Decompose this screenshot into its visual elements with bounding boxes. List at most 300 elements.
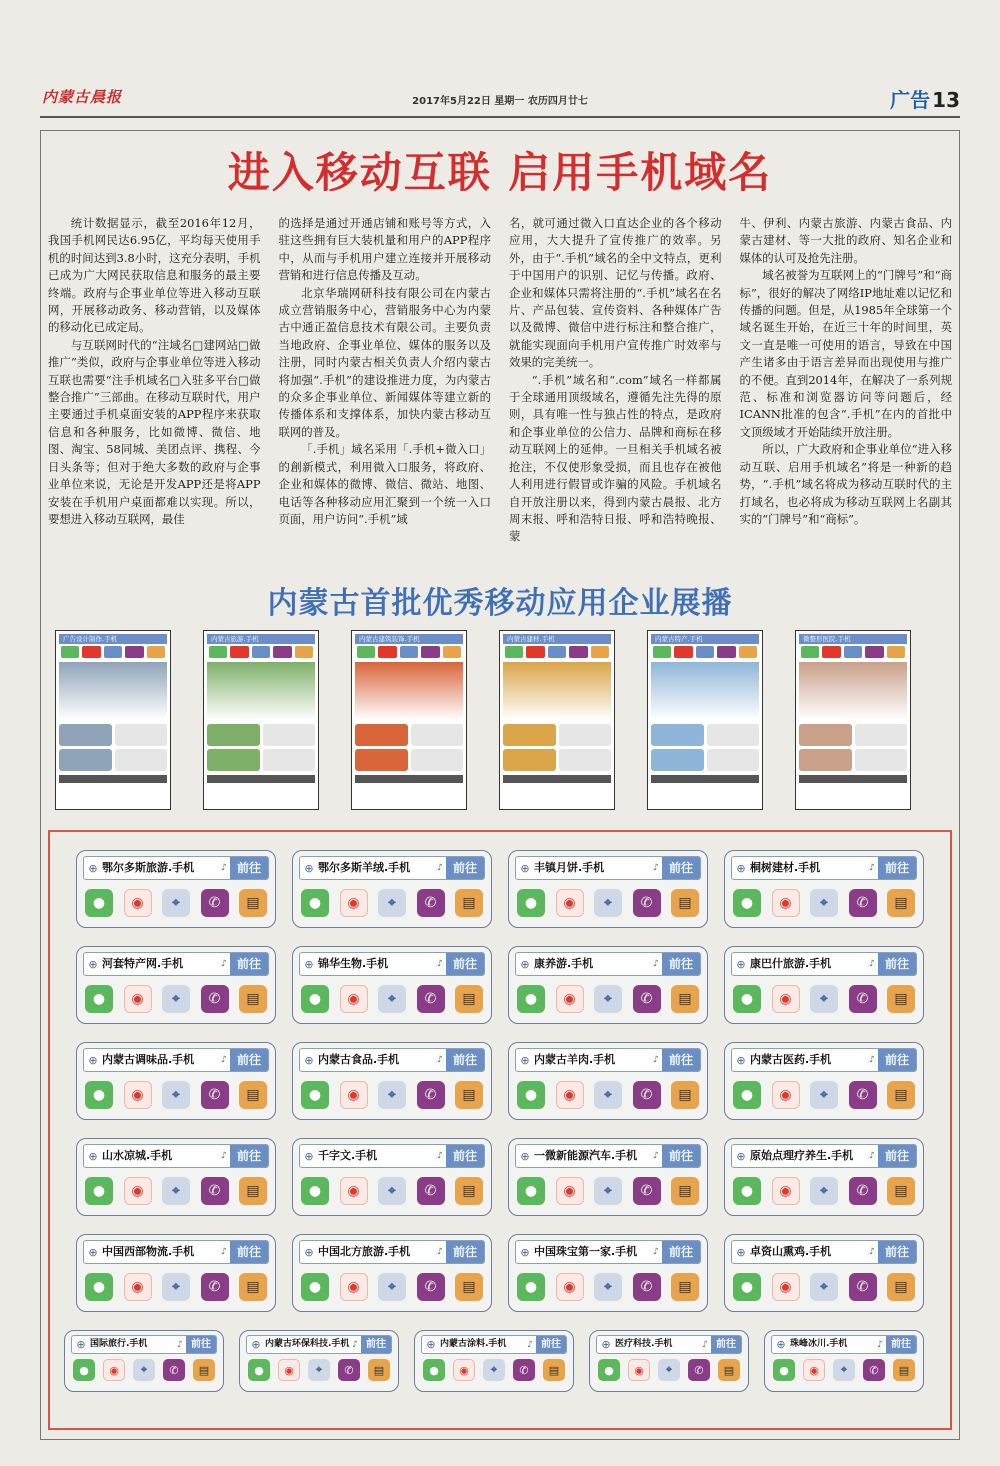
- domain-address-bar[interactable]: [83, 1144, 269, 1168]
- book-icon[interactable]: ▤: [671, 1177, 699, 1205]
- book-icon[interactable]: ▤: [671, 1081, 699, 1109]
- location-icon[interactable]: ⌖: [133, 1359, 155, 1381]
- globe-icon: ⊕: [88, 1053, 98, 1067]
- phone-screenshot: [55, 630, 171, 810]
- wechat-icon[interactable]: ●: [733, 1081, 761, 1109]
- phone-icon[interactable]: ✆: [633, 1081, 661, 1109]
- phone-icon[interactable]: ✆: [849, 1177, 877, 1205]
- book-icon[interactable]: ▤: [887, 1273, 915, 1301]
- globe-icon: ⊕: [88, 957, 98, 971]
- domain-card: [764, 1330, 924, 1392]
- phone-menu-grid: [503, 724, 611, 771]
- go-button[interactable]: 前往: [662, 953, 700, 975]
- paragraph: 名，就可通过微入口直达企业的各个移动应用，大大提升了宣传推广的效率。另外，由于“.手机”域名的全中文特点，更利于中国用户的识别、记忆与传播。政府、企业和媒体只需将注册的“.手机”域名在名片、产品包装、宣传资料、各种媒体广告以及微博、微信中进行标注和整合推广，就能实现面向手机用户宣传推广时效率与效果的完美统一。: [509, 216, 722, 370]
- go-button[interactable]: 前往: [886, 1336, 916, 1353]
- wechat-icon[interactable]: ●: [85, 985, 113, 1013]
- go-button[interactable]: 前往: [446, 953, 484, 975]
- phone-icon[interactable]: ✆: [849, 1081, 877, 1109]
- phone-icon[interactable]: ✆: [201, 889, 229, 917]
- phone-icon[interactable]: ✆: [688, 1359, 710, 1381]
- domain-directory: [48, 830, 952, 1430]
- book-icon[interactable]: ▤: [887, 889, 915, 917]
- domain-card: [239, 1330, 399, 1392]
- wechat-icon[interactable]: ●: [733, 1177, 761, 1205]
- weibo-icon[interactable]: ◉: [772, 1273, 800, 1301]
- wechat-icon[interactable]: ●: [85, 1273, 113, 1301]
- book-icon[interactable]: ▤: [239, 1081, 267, 1109]
- masthead-logo: 内蒙古晨报: [42, 88, 123, 106]
- phone-icon[interactable]: ✆: [417, 1081, 445, 1109]
- location-icon[interactable]: ⌖: [594, 889, 622, 917]
- article-column-1: [48, 215, 261, 575]
- location-icon[interactable]: ⌖: [162, 985, 190, 1013]
- paragraph: 所以，广大政府和企事业单位“进入移动互联、启用手机域名”将是一种新的趋势，“.手机”域名将成为移动互联时代的主打域名，也必将成为移动互联网上名副其实的“门牌号”和“商标”。: [739, 442, 952, 526]
- location-icon[interactable]: ⌖: [810, 1081, 838, 1109]
- book-icon[interactable]: ▤: [368, 1359, 390, 1381]
- headline: 进入移动互联 启用手机域名: [227, 148, 773, 197]
- wechat-icon[interactable]: ●: [517, 889, 545, 917]
- wechat-icon[interactable]: ●: [301, 1177, 329, 1205]
- domain-address-bar[interactable]: [299, 952, 485, 976]
- app-icon-row: [733, 1273, 915, 1301]
- domain-name[interactable]: 中国北方旅游.手机: [318, 1245, 411, 1258]
- location-icon[interactable]: ⌖: [594, 1081, 622, 1109]
- phone-icon-row: [503, 644, 611, 660]
- globe-icon: ⊕: [736, 1053, 746, 1067]
- microphone-icon: ♪: [177, 1339, 183, 1350]
- weibo-icon[interactable]: ◉: [124, 1081, 152, 1109]
- go-button[interactable]: 前往: [230, 1049, 268, 1071]
- section-label: [890, 84, 960, 113]
- book-icon[interactable]: ▤: [671, 985, 699, 1013]
- wechat-icon[interactable]: ●: [73, 1359, 95, 1381]
- domain-name[interactable]: 鄂尔多斯羊绒.手机: [318, 861, 411, 874]
- app-icon-row: [85, 1273, 267, 1301]
- weibo-icon[interactable]: ◉: [556, 889, 584, 917]
- phone-icon[interactable]: ✆: [633, 1177, 661, 1205]
- phone-icon[interactable]: ✆: [338, 1359, 360, 1381]
- book-icon[interactable]: ▤: [671, 889, 699, 917]
- microphone-icon: ♪: [877, 1339, 883, 1350]
- domain-address-bar[interactable]: [246, 1335, 392, 1354]
- book-icon[interactable]: ▤: [193, 1359, 215, 1381]
- domain-address-bar[interactable]: [421, 1335, 567, 1354]
- domain-card: [76, 1138, 276, 1216]
- domain-name[interactable]: 内蒙古涂料.手机: [440, 1339, 507, 1349]
- globe-icon: ⊕: [304, 1245, 314, 1259]
- phone-icon[interactable]: ✆: [633, 1273, 661, 1301]
- phone-screenshot: [795, 630, 911, 810]
- domain-address-bar[interactable]: [299, 1048, 485, 1072]
- phone-icon-row: [59, 644, 167, 660]
- phone-icon[interactable]: ✆: [863, 1359, 885, 1381]
- domain-name[interactable]: 河套特产网.手机: [102, 957, 184, 970]
- wechat-icon[interactable]: ●: [85, 1081, 113, 1109]
- domain-card: [292, 1042, 492, 1120]
- domain-name[interactable]: 内蒙古食品.手机: [318, 1053, 400, 1066]
- go-button[interactable]: 前往: [361, 1336, 391, 1353]
- domain-name[interactable]: 丰镇月饼.手机: [534, 861, 605, 874]
- phone-icon[interactable]: ✆: [417, 1177, 445, 1205]
- phone-icon[interactable]: ✆: [201, 985, 229, 1013]
- phone-banner-image: [503, 662, 611, 720]
- phone-icon[interactable]: ✆: [849, 985, 877, 1013]
- book-icon[interactable]: ▤: [718, 1359, 740, 1381]
- wechat-icon[interactable]: ●: [517, 1273, 545, 1301]
- microphone-icon: ♪: [437, 959, 443, 969]
- app-icon-row: [517, 889, 699, 917]
- weibo-icon[interactable]: ◉: [803, 1359, 825, 1381]
- phone-icon-row: [207, 644, 315, 660]
- domain-card: [508, 1234, 708, 1312]
- go-button[interactable]: 前往: [662, 1241, 700, 1263]
- phone-banner-image: [59, 662, 167, 720]
- book-icon[interactable]: ▤: [887, 1177, 915, 1205]
- location-icon[interactable]: ⌖: [594, 1177, 622, 1205]
- domain-address-bar[interactable]: [83, 1048, 269, 1072]
- domain-address-bar[interactable]: [83, 952, 269, 976]
- domain-address-bar[interactable]: [83, 856, 269, 880]
- wechat-icon[interactable]: ●: [301, 1273, 329, 1301]
- book-icon[interactable]: ▤: [671, 1273, 699, 1301]
- domain-name[interactable]: 珠峰冰川.手机: [790, 1339, 848, 1349]
- domain-name[interactable]: 中国珠宝第一家.手机: [534, 1245, 638, 1258]
- wechat-icon[interactable]: ●: [733, 1273, 761, 1301]
- go-button[interactable]: 前往: [878, 1145, 916, 1167]
- phone-banner-image: [799, 662, 907, 720]
- go-button[interactable]: 前往: [878, 1241, 916, 1263]
- app-icon-row: [85, 985, 267, 1013]
- go-button[interactable]: 前往: [446, 1145, 484, 1167]
- domain-name[interactable]: 康养游.手机: [534, 957, 594, 970]
- go-button[interactable]: 前往: [878, 953, 916, 975]
- domain-address-bar[interactable]: [515, 856, 701, 880]
- location-icon[interactable]: ⌖: [162, 1273, 190, 1301]
- globe-icon: ⊕: [776, 1338, 786, 1351]
- location-icon[interactable]: ⌖: [810, 985, 838, 1013]
- domain-card: [724, 946, 924, 1024]
- location-icon[interactable]: ⌖: [308, 1359, 330, 1381]
- domain-card: [724, 850, 924, 928]
- location-icon[interactable]: ⌖: [162, 889, 190, 917]
- domain-name[interactable]: 康巴什旅游.手机: [750, 957, 832, 970]
- wechat-icon[interactable]: ●: [773, 1359, 795, 1381]
- weibo-icon[interactable]: ◉: [340, 889, 368, 917]
- location-icon[interactable]: ⌖: [483, 1359, 505, 1381]
- phone-icon[interactable]: ✆: [163, 1359, 185, 1381]
- header-rule: [40, 116, 960, 118]
- book-icon[interactable]: ▤: [455, 1081, 483, 1109]
- domain-name[interactable]: 锦华生物.手机: [318, 957, 389, 970]
- domain-address-bar[interactable]: [731, 952, 917, 976]
- go-button[interactable]: 前往: [662, 857, 700, 879]
- section-name: 广告: [890, 88, 931, 112]
- domain-card: [76, 1234, 276, 1312]
- microphone-icon: ♪: [221, 863, 227, 873]
- go-button[interactable]: 前往: [536, 1336, 566, 1353]
- wechat-icon[interactable]: ●: [733, 985, 761, 1013]
- domain-card: [508, 1042, 708, 1120]
- location-icon[interactable]: ⌖: [162, 1081, 190, 1109]
- domain-card: [724, 1234, 924, 1312]
- domain-address-bar[interactable]: [731, 1048, 917, 1072]
- go-button[interactable]: 前往: [230, 857, 268, 879]
- location-icon[interactable]: ⌖: [833, 1359, 855, 1381]
- domain-address-bar[interactable]: [299, 856, 485, 880]
- book-icon[interactable]: ▤: [239, 1273, 267, 1301]
- go-button[interactable]: 前往: [186, 1336, 216, 1353]
- wechat-icon[interactable]: ●: [733, 889, 761, 917]
- book-icon[interactable]: ▤: [455, 1177, 483, 1205]
- app-icon-row: [423, 1359, 565, 1381]
- book-icon[interactable]: ▤: [455, 1273, 483, 1301]
- weibo-icon[interactable]: ◉: [772, 1177, 800, 1205]
- globe-icon: ⊕: [601, 1338, 611, 1351]
- domain-name[interactable]: 鄂尔多斯旅游.手机: [102, 861, 195, 874]
- paragraph: “.手机”域名和“.com”域名一样都属于全球通用顶级域名，遵循先注先得的原则，具有唯一性与独占性的特点，是政府和企事业单位的公信力、品牌和商标在移动互联网上的延伸。一旦相关手机域名被抢注，不仅使形象受损，而且也存在被他人利用进行假冒或诈骗的风险。手机域名自开放注册以来，得到内蒙古晨报、北方周末报、呼和浩特日报、呼和浩特晚报、蒙: [509, 372, 722, 544]
- book-icon[interactable]: ▤: [887, 985, 915, 1013]
- app-icon-row: [301, 1177, 483, 1205]
- domain-card: [64, 1330, 224, 1392]
- domain-address-bar[interactable]: [83, 1240, 269, 1264]
- phone-menu-grid: [207, 724, 315, 771]
- domain-address-bar[interactable]: [299, 1144, 485, 1168]
- weibo-icon[interactable]: ◉: [453, 1359, 475, 1381]
- domain-name[interactable]: 国际旅行.手机: [90, 1339, 148, 1349]
- location-icon[interactable]: ⌖: [810, 1177, 838, 1205]
- location-icon[interactable]: ⌖: [594, 1273, 622, 1301]
- domain-address-bar[interactable]: [731, 1240, 917, 1264]
- microphone-icon: ♪: [437, 1055, 443, 1065]
- phone-icon[interactable]: ✆: [417, 889, 445, 917]
- location-icon[interactable]: ⌖: [378, 1081, 406, 1109]
- phone-banner-image: [355, 662, 463, 720]
- book-icon[interactable]: ▤: [239, 985, 267, 1013]
- domain-address-bar[interactable]: [515, 952, 701, 976]
- phone-icon[interactable]: ✆: [417, 1273, 445, 1301]
- app-icon-row: [517, 1273, 699, 1301]
- location-icon[interactable]: ⌖: [378, 985, 406, 1013]
- app-icon-row: [85, 889, 267, 917]
- microphone-icon: ♪: [653, 959, 659, 969]
- article-columns: [48, 215, 952, 575]
- microphone-icon: ♪: [437, 1151, 443, 1161]
- phone-icon[interactable]: ✆: [513, 1359, 535, 1381]
- phone-screenshot: [351, 630, 467, 810]
- domain-name[interactable]: 医疗科技.手机: [615, 1339, 673, 1349]
- phone-screenshot: [499, 630, 615, 810]
- weibo-icon[interactable]: ◉: [556, 1177, 584, 1205]
- microphone-icon: ♪: [653, 1247, 659, 1257]
- weibo-icon[interactable]: ◉: [556, 1081, 584, 1109]
- domain-address-bar[interactable]: [596, 1335, 742, 1354]
- globe-icon: ⊕: [88, 1245, 98, 1259]
- domain-card: [508, 850, 708, 928]
- go-button[interactable]: 前往: [446, 857, 484, 879]
- domain-address-bar[interactable]: [515, 1240, 701, 1264]
- microphone-icon: ♪: [653, 1151, 659, 1161]
- go-button[interactable]: 前往: [878, 1049, 916, 1071]
- domain-name[interactable]: 桐树建材.手机: [750, 861, 821, 874]
- phone-icon[interactable]: ✆: [201, 1273, 229, 1301]
- phone-icon-row: [799, 644, 907, 660]
- wechat-icon[interactable]: ●: [517, 985, 545, 1013]
- weibo-icon[interactable]: ◉: [628, 1359, 650, 1381]
- weibo-icon[interactable]: ◉: [278, 1359, 300, 1381]
- wechat-icon[interactable]: ●: [301, 985, 329, 1013]
- wechat-icon[interactable]: ●: [423, 1359, 445, 1381]
- microphone-icon: ♪: [437, 863, 443, 873]
- location-icon[interactable]: ⌖: [810, 889, 838, 917]
- weibo-icon[interactable]: ◉: [124, 1273, 152, 1301]
- book-icon[interactable]: ▤: [887, 1081, 915, 1109]
- wechat-icon[interactable]: ●: [598, 1359, 620, 1381]
- book-icon[interactable]: ▤: [455, 889, 483, 917]
- location-icon[interactable]: ⌖: [658, 1359, 680, 1381]
- phone-title: 内蒙古建材.手机: [503, 634, 611, 644]
- location-icon[interactable]: ⌖: [378, 1273, 406, 1301]
- domain-address-bar[interactable]: [299, 1240, 485, 1264]
- paragraph: 域名被誉为互联网上的“门牌号”和“商标”，很好的解决了网络IP地址难以记忆和传播的问题。但是，从1985年全球第一个域名诞生开始，在近三十年的时间里，英文一直是唯一可使用的语言，导致在中国产生诸多由于语言差异而出现使用与推广的不便。直到2014年，在解决了一系列规范、标准和浏览器访问等问题后，经ICANN批准的包含“.手机”在内的首批中文顶级域才开始陆续开放注册。: [739, 268, 952, 439]
- phone-icon-row: [651, 644, 759, 660]
- domain-address-bar[interactable]: [771, 1335, 917, 1354]
- globe-icon: ⊕: [520, 1149, 530, 1163]
- phone-banner-image: [207, 662, 315, 720]
- domain-address-bar[interactable]: [515, 1144, 701, 1168]
- domain-name[interactable]: 山水凉城.手机: [102, 1149, 173, 1162]
- location-icon[interactable]: ⌖: [810, 1273, 838, 1301]
- domain-card: [724, 1138, 924, 1216]
- phone-banner-image: [651, 662, 759, 720]
- globe-icon: ⊕: [88, 1149, 98, 1163]
- weibo-icon[interactable]: ◉: [340, 1081, 368, 1109]
- paragraph: 牛、伊利、内蒙古旅游、内蒙古食品、内蒙古建材、等一大批的政府、知名企业和媒体的认可及抢先注册。: [739, 216, 952, 265]
- go-button[interactable]: 前往: [662, 1145, 700, 1167]
- microphone-icon: ♪: [869, 863, 875, 873]
- phone-icon[interactable]: ✆: [849, 889, 877, 917]
- article-column-4: [740, 215, 953, 575]
- wechat-icon[interactable]: ●: [517, 1177, 545, 1205]
- go-button[interactable]: 前往: [878, 857, 916, 879]
- phone-footer: [59, 775, 167, 783]
- domain-name[interactable]: 内蒙古调味品.手机: [102, 1053, 195, 1066]
- book-icon[interactable]: ▤: [239, 889, 267, 917]
- phone-icon[interactable]: ✆: [201, 1081, 229, 1109]
- weibo-icon[interactable]: ◉: [772, 985, 800, 1013]
- weibo-icon[interactable]: ◉: [340, 1177, 368, 1205]
- domain-name[interactable]: 中国西部物流.手机: [102, 1245, 195, 1258]
- phone-icon[interactable]: ✆: [633, 889, 661, 917]
- phone-footer: [651, 775, 759, 783]
- phone-icon[interactable]: ✆: [417, 985, 445, 1013]
- microphone-icon: ♪: [221, 1151, 227, 1161]
- weibo-icon[interactable]: ◉: [556, 985, 584, 1013]
- weibo-icon[interactable]: ◉: [556, 1273, 584, 1301]
- go-button[interactable]: 前往: [230, 1241, 268, 1263]
- microphone-icon: ♪: [527, 1339, 533, 1350]
- app-icon-row: [301, 985, 483, 1013]
- weibo-icon[interactable]: ◉: [772, 1081, 800, 1109]
- wechat-icon[interactable]: ●: [517, 1081, 545, 1109]
- weibo-icon[interactable]: ◉: [103, 1359, 125, 1381]
- microphone-icon: ♪: [869, 1055, 875, 1065]
- book-icon[interactable]: ▤: [239, 1177, 267, 1205]
- book-icon[interactable]: ▤: [455, 985, 483, 1013]
- domain-card: [292, 1138, 492, 1216]
- weibo-icon[interactable]: ◉: [124, 985, 152, 1013]
- app-icon-row: [301, 1273, 483, 1301]
- wechat-icon[interactable]: ●: [85, 889, 113, 917]
- domain-name[interactable]: 一微新能源汽车.手机: [534, 1149, 638, 1162]
- book-icon[interactable]: ▤: [893, 1359, 915, 1381]
- globe-icon: ⊕: [251, 1338, 261, 1351]
- globe-icon: ⊕: [304, 861, 314, 875]
- paragraph: 北京华瑞网研科技有限公司在内蒙古成立营销服务中心，营销服务中心为内蒙古中通正盈信息技术有限公司。主要负责当地政府、企事业单位、媒体的服务以及注册，同时内蒙古相关负责人介绍内蒙古将加强“.手机”的建设推进力度，为内蒙古的众多企事业单位、新闻媒体等建立新的传播体系和支撑体系，加快内蒙古移动互联网的普及。: [278, 285, 491, 439]
- domain-name[interactable]: 千字文.手机: [318, 1149, 378, 1162]
- phone-icon[interactable]: ✆: [201, 1177, 229, 1205]
- location-icon[interactable]: ⌖: [378, 1177, 406, 1205]
- showcase-title: 内蒙古首批优秀移动应用企业展播: [267, 586, 733, 621]
- location-icon[interactable]: ⌖: [594, 985, 622, 1013]
- domain-name[interactable]: 原始点理疗养生.手机: [750, 1149, 854, 1162]
- domain-card: [414, 1330, 574, 1392]
- wechat-icon[interactable]: ●: [301, 1081, 329, 1109]
- globe-icon: ⊕: [304, 957, 314, 971]
- weibo-icon[interactable]: ◉: [124, 1177, 152, 1205]
- go-button[interactable]: 前往: [446, 1241, 484, 1263]
- phone-icon[interactable]: ✆: [849, 1273, 877, 1301]
- domain-address-bar[interactable]: [731, 1144, 917, 1168]
- book-icon[interactable]: ▤: [543, 1359, 565, 1381]
- globe-icon: ⊕: [520, 957, 530, 971]
- app-icon-row: [248, 1359, 390, 1381]
- domain-name[interactable]: 卓资山熏鸡.手机: [750, 1245, 832, 1258]
- phone-screenshot: [647, 630, 763, 810]
- go-button[interactable]: 前往: [662, 1049, 700, 1071]
- domain-name[interactable]: 内蒙古医药.手机: [750, 1053, 832, 1066]
- app-icon-row: [301, 1081, 483, 1109]
- wechat-icon[interactable]: ●: [248, 1359, 270, 1381]
- domain-address-bar[interactable]: [731, 856, 917, 880]
- location-icon[interactable]: ⌖: [378, 889, 406, 917]
- domain-card: [76, 850, 276, 928]
- app-icon-row: [773, 1359, 915, 1381]
- domain-card: [589, 1330, 749, 1392]
- go-button[interactable]: 前往: [230, 1145, 268, 1167]
- phone-title: 内蒙古建筑装饰.手机: [355, 634, 463, 644]
- phone-icon[interactable]: ✆: [633, 985, 661, 1013]
- weibo-icon[interactable]: ◉: [340, 1273, 368, 1301]
- domain-name[interactable]: 内蒙古环保科技.手机: [265, 1339, 349, 1349]
- go-button[interactable]: 前往: [230, 953, 268, 975]
- domain-name[interactable]: 内蒙古羊肉.手机: [534, 1053, 616, 1066]
- domain-address-bar[interactable]: [71, 1335, 217, 1354]
- weibo-icon[interactable]: ◉: [340, 985, 368, 1013]
- go-button[interactable]: 前往: [446, 1049, 484, 1071]
- microphone-icon: ♪: [221, 1055, 227, 1065]
- app-icon-row: [85, 1081, 267, 1109]
- go-button[interactable]: 前往: [711, 1336, 741, 1353]
- weibo-icon[interactable]: ◉: [124, 889, 152, 917]
- wechat-icon[interactable]: ●: [301, 889, 329, 917]
- weibo-icon[interactable]: ◉: [772, 889, 800, 917]
- domain-card: [724, 1042, 924, 1120]
- page-number: 13: [932, 88, 960, 112]
- globe-icon: ⊕: [520, 861, 530, 875]
- wechat-icon[interactable]: ●: [85, 1177, 113, 1205]
- location-icon[interactable]: ⌖: [162, 1177, 190, 1205]
- domain-address-bar[interactable]: [515, 1048, 701, 1072]
